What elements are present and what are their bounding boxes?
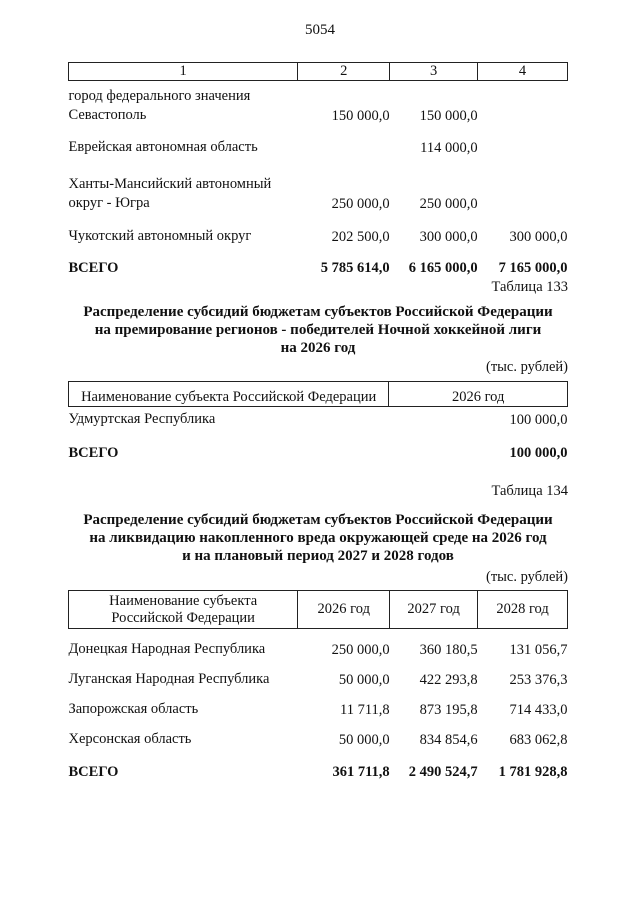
header-cell: 4 [478, 63, 568, 81]
table-row [69, 125, 568, 157]
value-cell [478, 125, 568, 157]
value-cell: 834 854,6 [419, 731, 478, 748]
total-value: 5 785 614,0 [320, 259, 390, 276]
value-cell: 300 000,0 [509, 228, 568, 245]
value-cell: 50 000,0 [338, 731, 390, 748]
total-value: 6 165 000,0 [408, 259, 478, 276]
value-cell: 422 293,8 [419, 671, 478, 688]
table-total-row [69, 749, 568, 781]
value-cell: 114 000,0 [420, 139, 478, 156]
table-row [69, 157, 568, 213]
page-number: 5054 [305, 22, 335, 38]
value-cell: 50 000,0 [338, 671, 390, 688]
region-name: Чукотский автономный округ [68, 227, 252, 244]
header-cell: 2027 год [390, 591, 478, 629]
value-cell [298, 125, 390, 157]
value-cell: 714 433,0 [509, 701, 568, 718]
table-row [69, 719, 568, 749]
total-value: 2 490 524,7 [408, 763, 478, 780]
total-value: 100 000,0 [509, 444, 568, 461]
table-row [69, 659, 568, 689]
table-total-row [69, 429, 568, 462]
header-cell: 2 [298, 63, 390, 81]
region-name: Луганская Народная Республика [68, 670, 270, 687]
region-name: Удмуртская Республика [68, 410, 216, 427]
table-number: Таблица 134 [491, 483, 568, 499]
value-cell: 253 376,3 [509, 671, 568, 688]
table-title: Распределение субсидий бюджетам субъектов Российской Федерации на ликвидацию накопленного вреда окружающей среде на 2026 год и на плановый период 2027 и 2028 годов [83, 512, 553, 564]
table-row [69, 213, 568, 246]
header-cell: Наименование субъекта Российской Федерации [69, 591, 298, 629]
value-cell [478, 81, 568, 125]
table-continuation [68, 62, 568, 277]
value-cell: 300 000,0 [419, 228, 478, 245]
region-name: Херсонская область [68, 730, 192, 747]
value-cell: 360 180,5 [419, 641, 478, 658]
region-name: Донецкая Народная Республика [68, 640, 266, 657]
header-cell: 2028 год [478, 591, 568, 629]
table-row [69, 689, 568, 719]
value-cell: 250 000,0 [331, 195, 390, 212]
total-label: ВСЕГО [68, 259, 119, 276]
table-header-row [69, 591, 568, 629]
table-row [69, 81, 568, 125]
total-label: ВСЕГО [68, 763, 119, 780]
total-value: 361 711,8 [332, 763, 390, 780]
header-cell: 1 [69, 63, 298, 81]
region-name: Ханты-Мансийский автономный округ - Югра [68, 175, 272, 211]
header-cell: 3 [390, 63, 478, 81]
total-label: ВСЕГО [68, 444, 119, 461]
total-value: 1 781 928,8 [498, 763, 568, 780]
value-cell: 250 000,0 [331, 641, 390, 658]
table-total-row [69, 246, 568, 277]
table-134 [68, 590, 568, 781]
header-cell: Наименование субъекта Российской Федерации [69, 382, 389, 407]
value-cell [478, 157, 568, 213]
value-cell: 683 062,8 [509, 731, 568, 748]
value-cell: 873 195,8 [419, 701, 478, 718]
table-133 [68, 381, 568, 462]
region-name: Еврейская автономная область [68, 138, 258, 155]
region-name: Запорожская область [68, 700, 199, 717]
value-cell: 131 056,7 [509, 641, 568, 658]
table-number: Таблица 133 [491, 279, 568, 295]
value-cell: 150 000,0 [331, 107, 390, 124]
region-name: город федерального значения Севастополь [68, 87, 251, 123]
table-header-row [69, 382, 568, 407]
value-cell: 250 000,0 [419, 195, 478, 212]
header-cell: 2026 год [389, 382, 568, 407]
total-value: 7 165 000,0 [498, 259, 568, 276]
table-row [69, 407, 568, 429]
header-cell: 2026 год [298, 591, 390, 629]
value-cell: 202 500,0 [331, 228, 390, 245]
value-cell: 11 711,8 [339, 701, 390, 718]
value-cell: 100 000,0 [509, 411, 568, 428]
table-header-row [69, 63, 568, 81]
table-row [69, 629, 568, 659]
table-unit: (тыс. рублей) [486, 359, 568, 375]
value-cell: 150 000,0 [419, 107, 478, 124]
table-title: Распределение субсидий бюджетам субъектов Российской Федерации на премирование регионов - победителей Ночной хоккейной лиги на 2026 год [83, 304, 553, 356]
table-unit: (тыс. рублей) [486, 569, 568, 585]
